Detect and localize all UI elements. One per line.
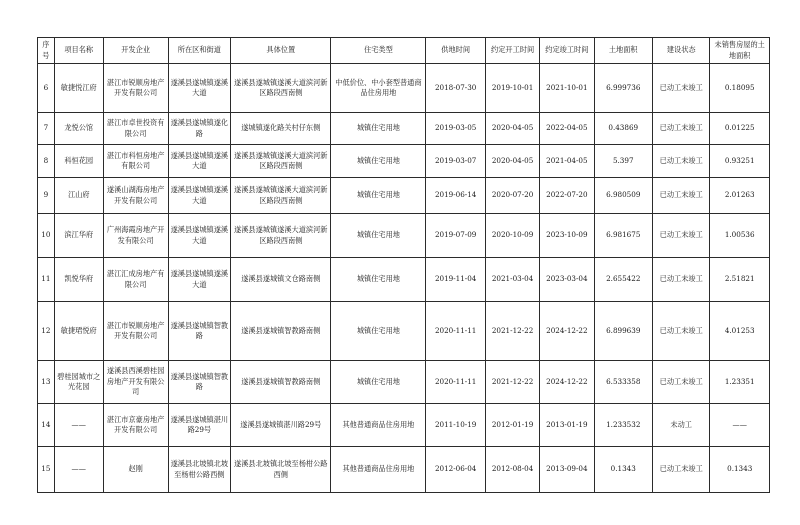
col-header-developer: 开发企业 (103, 38, 168, 64)
cell-district: 遂溪县遂城镇智教路 (168, 361, 231, 404)
cell-district: 遂溪县遂城镇遂溪大道 (168, 64, 231, 113)
cell-finish-date: 2021-04-05 (540, 145, 594, 178)
col-header-finish-date: 约定竣工时间 (540, 38, 594, 64)
cell-no: 12 (38, 302, 55, 361)
cell-location: 遂城镇遂化路关村仔东侧 (231, 113, 331, 145)
cell-area: 5.397 (594, 145, 652, 178)
table-row (38, 258, 770, 302)
cell-supply-date: 2011-10-19 (426, 404, 486, 447)
cell-finish-date: 2024-12-22 (540, 302, 594, 361)
col-header-start-date: 约定开工时间 (485, 38, 539, 64)
cell-area: 0.43869 (594, 113, 652, 145)
cell-finish-date: 2022-04-05 (540, 113, 594, 145)
cell-supply-date: 2020-11-11 (426, 302, 486, 361)
cell-district: 遂溪县遂城镇智教路 (168, 302, 231, 361)
table-row (38, 145, 770, 178)
cell-project: 龙悦公馆 (54, 113, 103, 145)
land-supply-table (37, 37, 770, 493)
cell-area: 6.981675 (594, 214, 652, 258)
cell-no: 13 (38, 361, 55, 404)
cell-area: 2.655422 (594, 258, 652, 302)
cell-project: 敏捷悦江府 (54, 64, 103, 113)
cell-no: 10 (38, 214, 55, 258)
cell-no: 8 (38, 145, 55, 178)
col-header-type: 住宅类型 (331, 38, 426, 64)
cell-start-date: 2012-01-19 (485, 404, 539, 447)
table-row (38, 178, 770, 214)
cell-type: 城镇住宅用地 (331, 214, 426, 258)
col-header-unsold-area: 未销售房屋的土地面积 (710, 38, 770, 64)
cell-type: 城镇住宅用地 (331, 361, 426, 404)
cell-no: 9 (38, 178, 55, 214)
cell-project: 碧桂园城市之光花园 (54, 361, 103, 404)
cell-no: 15 (38, 447, 55, 493)
cell-status: 已动工未竣工 (652, 258, 709, 302)
cell-project: —— (54, 404, 103, 447)
cell-start-date: 2020-10-09 (485, 214, 539, 258)
cell-project: 江山府 (54, 178, 103, 214)
cell-area: 1.233532 (594, 404, 652, 447)
cell-no: 11 (38, 258, 55, 302)
cell-supply-date: 2018-07-30 (426, 64, 486, 113)
cell-area: 6.533358 (594, 361, 652, 404)
cell-district: 遂溪县遂城镇遂溪大道 (168, 145, 231, 178)
cell-type: 城镇住宅用地 (331, 145, 426, 178)
cell-district: 遂溪县遂城镇遂化路 (168, 113, 231, 145)
table-row (38, 404, 770, 447)
col-header-project: 项目名称 (54, 38, 103, 64)
cell-status: 已动工未竣工 (652, 64, 709, 113)
cell-district: 遂溪县遂城镇遂溪大道 (168, 178, 231, 214)
cell-developer: 遂溪县西溪碧桂园房地产开发有限公司 (103, 361, 168, 404)
cell-unsold-area: 2.01263 (710, 178, 770, 214)
cell-unsold-area: 0.18095 (710, 64, 770, 113)
cell-area: 6.999736 (594, 64, 652, 113)
col-header-district: 所在区和街道 (168, 38, 231, 64)
cell-finish-date: 2023-03-04 (540, 258, 594, 302)
cell-unsold-area: 1.23351 (710, 361, 770, 404)
cell-type: 城镇住宅用地 (331, 113, 426, 145)
cell-developer: 广州海霞房地产开发有限公司 (103, 214, 168, 258)
col-header-no: 序号 (38, 38, 55, 64)
cell-area: 0.1343 (594, 447, 652, 493)
cell-developer: 湛江汇成房地产有限公司 (103, 258, 168, 302)
table-row (38, 361, 770, 404)
cell-start-date: 2020-07-20 (485, 178, 539, 214)
cell-unsold-area: 1.00536 (710, 214, 770, 258)
cell-no: 14 (38, 404, 55, 447)
cell-developer: 湛江市锐顺房地产开发有限公司 (103, 302, 168, 361)
cell-project: 滨江华府 (54, 214, 103, 258)
cell-project: 科恒花园 (54, 145, 103, 178)
cell-supply-date: 2020-11-11 (426, 361, 486, 404)
cell-status: 已动工未竣工 (652, 214, 709, 258)
cell-project: —— (54, 447, 103, 493)
col-header-supply-date: 供地时间 (426, 38, 486, 64)
cell-area: 6.899639 (594, 302, 652, 361)
cell-finish-date: 2021-10-01 (540, 64, 594, 113)
cell-start-date: 2012-08-04 (485, 447, 539, 493)
cell-developer: 湛江市卓世投资有限公司 (103, 113, 168, 145)
cell-start-date: 2021-03-04 (485, 258, 539, 302)
table-header (38, 38, 770, 64)
cell-type: 其他普通商品住房用地 (331, 404, 426, 447)
cell-location: 遂溪县遂城镇智教路南侧 (231, 302, 331, 361)
cell-location: 遂溪县遂城镇遂溪大道滨河新区路段西南侧 (231, 178, 331, 214)
cell-start-date: 2019-10-01 (485, 64, 539, 113)
cell-status: 已动工未竣工 (652, 113, 709, 145)
table-row (38, 214, 770, 258)
cell-finish-date: 2023-10-09 (540, 214, 594, 258)
col-header-area: 土地面积 (594, 38, 652, 64)
cell-developer: 湛江市科恒房地产有限公司 (103, 145, 168, 178)
cell-type: 其他普通商品住房用地 (331, 447, 426, 493)
cell-type: 城镇住宅用地 (331, 302, 426, 361)
header-row (38, 38, 770, 64)
cell-no: 6 (38, 64, 55, 113)
table-row (38, 447, 770, 493)
cell-project: 凯悦华府 (54, 258, 103, 302)
cell-supply-date: 2019-06-14 (426, 178, 486, 214)
cell-developer: 湛江市锐顺房地产开发有限公司 (103, 64, 168, 113)
cell-finish-date: 2022-07-20 (540, 178, 594, 214)
cell-finish-date: 2024-12-22 (540, 361, 594, 404)
cell-unsold-area: —— (710, 404, 770, 447)
cell-district: 遂溪县遂城镇湛川路29号 (168, 404, 231, 447)
cell-status: 已动工未竣工 (652, 178, 709, 214)
cell-developer: 遂溪山湖海房地产开发有限公司 (103, 178, 168, 214)
cell-location: 遂溪县遂城镇遂溪大道滨河新区路段西南侧 (231, 214, 331, 258)
table-row (38, 302, 770, 361)
table-body (38, 64, 770, 493)
cell-developer: 赵刚 (103, 447, 168, 493)
cell-supply-date: 2012-06-04 (426, 447, 486, 493)
cell-unsold-area: 2.51821 (710, 258, 770, 302)
col-header-status: 建设状态 (652, 38, 709, 64)
cell-supply-date: 2019-07-09 (426, 214, 486, 258)
cell-status: 已动工未竣工 (652, 302, 709, 361)
cell-finish-date: 2013-01-19 (540, 404, 594, 447)
cell-unsold-area: 0.93251 (710, 145, 770, 178)
cell-location: 遂溪县遂城镇遂溪大道滨河新区路段西南侧 (231, 64, 331, 113)
cell-location: 遂溪县遂城镇湛川路29号 (231, 404, 331, 447)
cell-status: 已动工未竣工 (652, 361, 709, 404)
cell-type: 城镇住宅用地 (331, 178, 426, 214)
col-header-location: 具体位置 (231, 38, 331, 64)
cell-finish-date: 2013-09-04 (540, 447, 594, 493)
cell-area: 6.980509 (594, 178, 652, 214)
cell-start-date: 2021-12-22 (485, 302, 539, 361)
cell-status: 已动工未竣工 (652, 447, 709, 493)
table-row (38, 64, 770, 113)
cell-no: 7 (38, 113, 55, 145)
cell-status: 未动工 (652, 404, 709, 447)
cell-developer: 湛江市京豪房地产开发有限公司 (103, 404, 168, 447)
cell-status: 已动工未竣工 (652, 145, 709, 178)
cell-supply-date: 2019-11-04 (426, 258, 486, 302)
cell-supply-date: 2019-03-07 (426, 145, 486, 178)
cell-type: 中低价位、中小套型普通商品住房用地 (331, 64, 426, 113)
cell-unsold-area: 4.01253 (710, 302, 770, 361)
cell-project: 敏捷珺悦府 (54, 302, 103, 361)
cell-district: 遂溪县北坡镇北坡至杨柑公路西侧 (168, 447, 231, 493)
cell-type: 城镇住宅用地 (331, 258, 426, 302)
cell-location: 遂溪县遂城镇文仓路南侧 (231, 258, 331, 302)
cell-district: 遂溪县遂城镇遂溪大道 (168, 214, 231, 258)
cell-location: 遂溪县遂城镇遂溪大道滨河新区路段西南侧 (231, 145, 331, 178)
cell-unsold-area: 0.1343 (710, 447, 770, 493)
cell-supply-date: 2019-03-05 (426, 113, 486, 145)
table-row (38, 113, 770, 145)
cell-district: 遂溪县遂城镇遂溪大道 (168, 258, 231, 302)
cell-location: 遂溪县遂城镇智教路南侧 (231, 361, 331, 404)
cell-start-date: 2021-12-22 (485, 361, 539, 404)
cell-start-date: 2020-04-05 (485, 145, 539, 178)
cell-unsold-area: 0.01225 (710, 113, 770, 145)
cell-location: 遂溪县北坡镇北坡至杨柑公路西侧 (231, 447, 331, 493)
cell-start-date: 2020-04-05 (485, 113, 539, 145)
